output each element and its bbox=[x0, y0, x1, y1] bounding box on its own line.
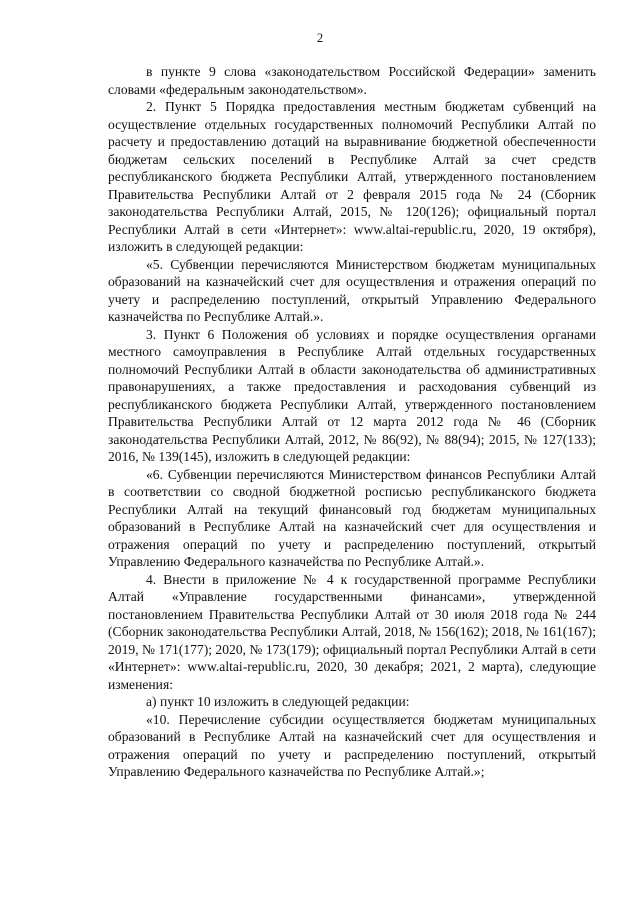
paragraph-2-item-2: 2. Пункт 5 Порядка предоставления местным бюджетам субвенций на осуществление отдельных государственных полномочий Республики Алтай по расчету и предоставлению дотаций на выравнивание бюджетной обеспеченности бюджетам сельских поселений в Республике Алтай за счет средств республиканского бюджета Республики Алтай, утвержденного постановлением Правительства Республики Алтай от 2 февраля 2015 года № 24 (Сборник законодательства Республики Алтай, 2015, № 120(126); официальный портал Республики Алтай в сети «Интернет»: www.altai-republic.ru, 2020, 19 октября), изложить в следующей редакции: bbox=[108, 99, 596, 254]
paragraph-1-intro: в пункте 9 слова «законодательством Российской Федерации» заменить словами «федеральным законодательством». bbox=[108, 64, 596, 97]
document-body bbox=[108, 63, 596, 781]
paragraph-4-item-3: 3. Пункт 6 Положения об условиях и порядке осуществления органами местного самоуправления в Республике Алтай отдельных государственных полномочий Республики Алтай в области законодательства об административных правонарушениях, а также предоставления и расходования субвенций из республиканского бюджета Республики Алтай, утвержденного постановлением Правительства Республики Алтай от 12 марта 2012 года № 46 (Сборник законодательства Республики Алтай, 2012, № 86(92), № 88(94); 2015, № 127(133); 2016, № 139(145), изложить в следующей редакции: bbox=[108, 326, 596, 464]
paragraph-6-item-4: 4. Внести в приложение № 4 к государственной программе Республики Алтай «Управление государственными финансами», утвержденной постановлением Правительства Республики Алтай от 30 июля 2018 года № 244 (Сборник законодательства Республики Алтай, 2018, № 156(162); 2018, № 161(167); 2019, № 171(177); 2020, № 173(179); официальный портал Республики Алтай в сети «Интернет»: www.altai-republic.ru, 2020, 30 декабря; 2021, 2 марта), следующие изменения: bbox=[108, 571, 596, 692]
paragraph-3-quote-5: «5. Субвенции перечисляются Министерством бюджетам муниципальных образований на казначейский счет для осуществления и отражения операций по учету и распределению поступлений, открытый Управлению Федерального казначейства по Республике Алтай.». bbox=[108, 256, 596, 324]
paragraph-7-subitem-a: а) пункт 10 изложить в следующей редакции: bbox=[146, 694, 410, 709]
page-number: 2 bbox=[316, 31, 324, 45]
paragraph-8-quote-10: «10. Перечисление субсидии осуществляется бюджетам муниципальных образований в Республике Алтай на казначейский счет для осуществления и отражения операций по учету и распределению поступлений, открытый Управлению Федерального казначейства по Республике Алтай.»; bbox=[108, 711, 596, 779]
paragraph-5-quote-6: «6. Субвенции перечисляются Министерством финансов Республики Алтай в соответствии со сводной бюджетной росписью республиканского бюджета Республики Алтай на текущий финансовый год бюджетам муниципальных образований в Республике Алтай на казначейский счет для осуществления и отражения операций по учету и распределению поступлений, открытый Управлению Федерального казначейства по Республике Алтай.». bbox=[108, 466, 596, 569]
